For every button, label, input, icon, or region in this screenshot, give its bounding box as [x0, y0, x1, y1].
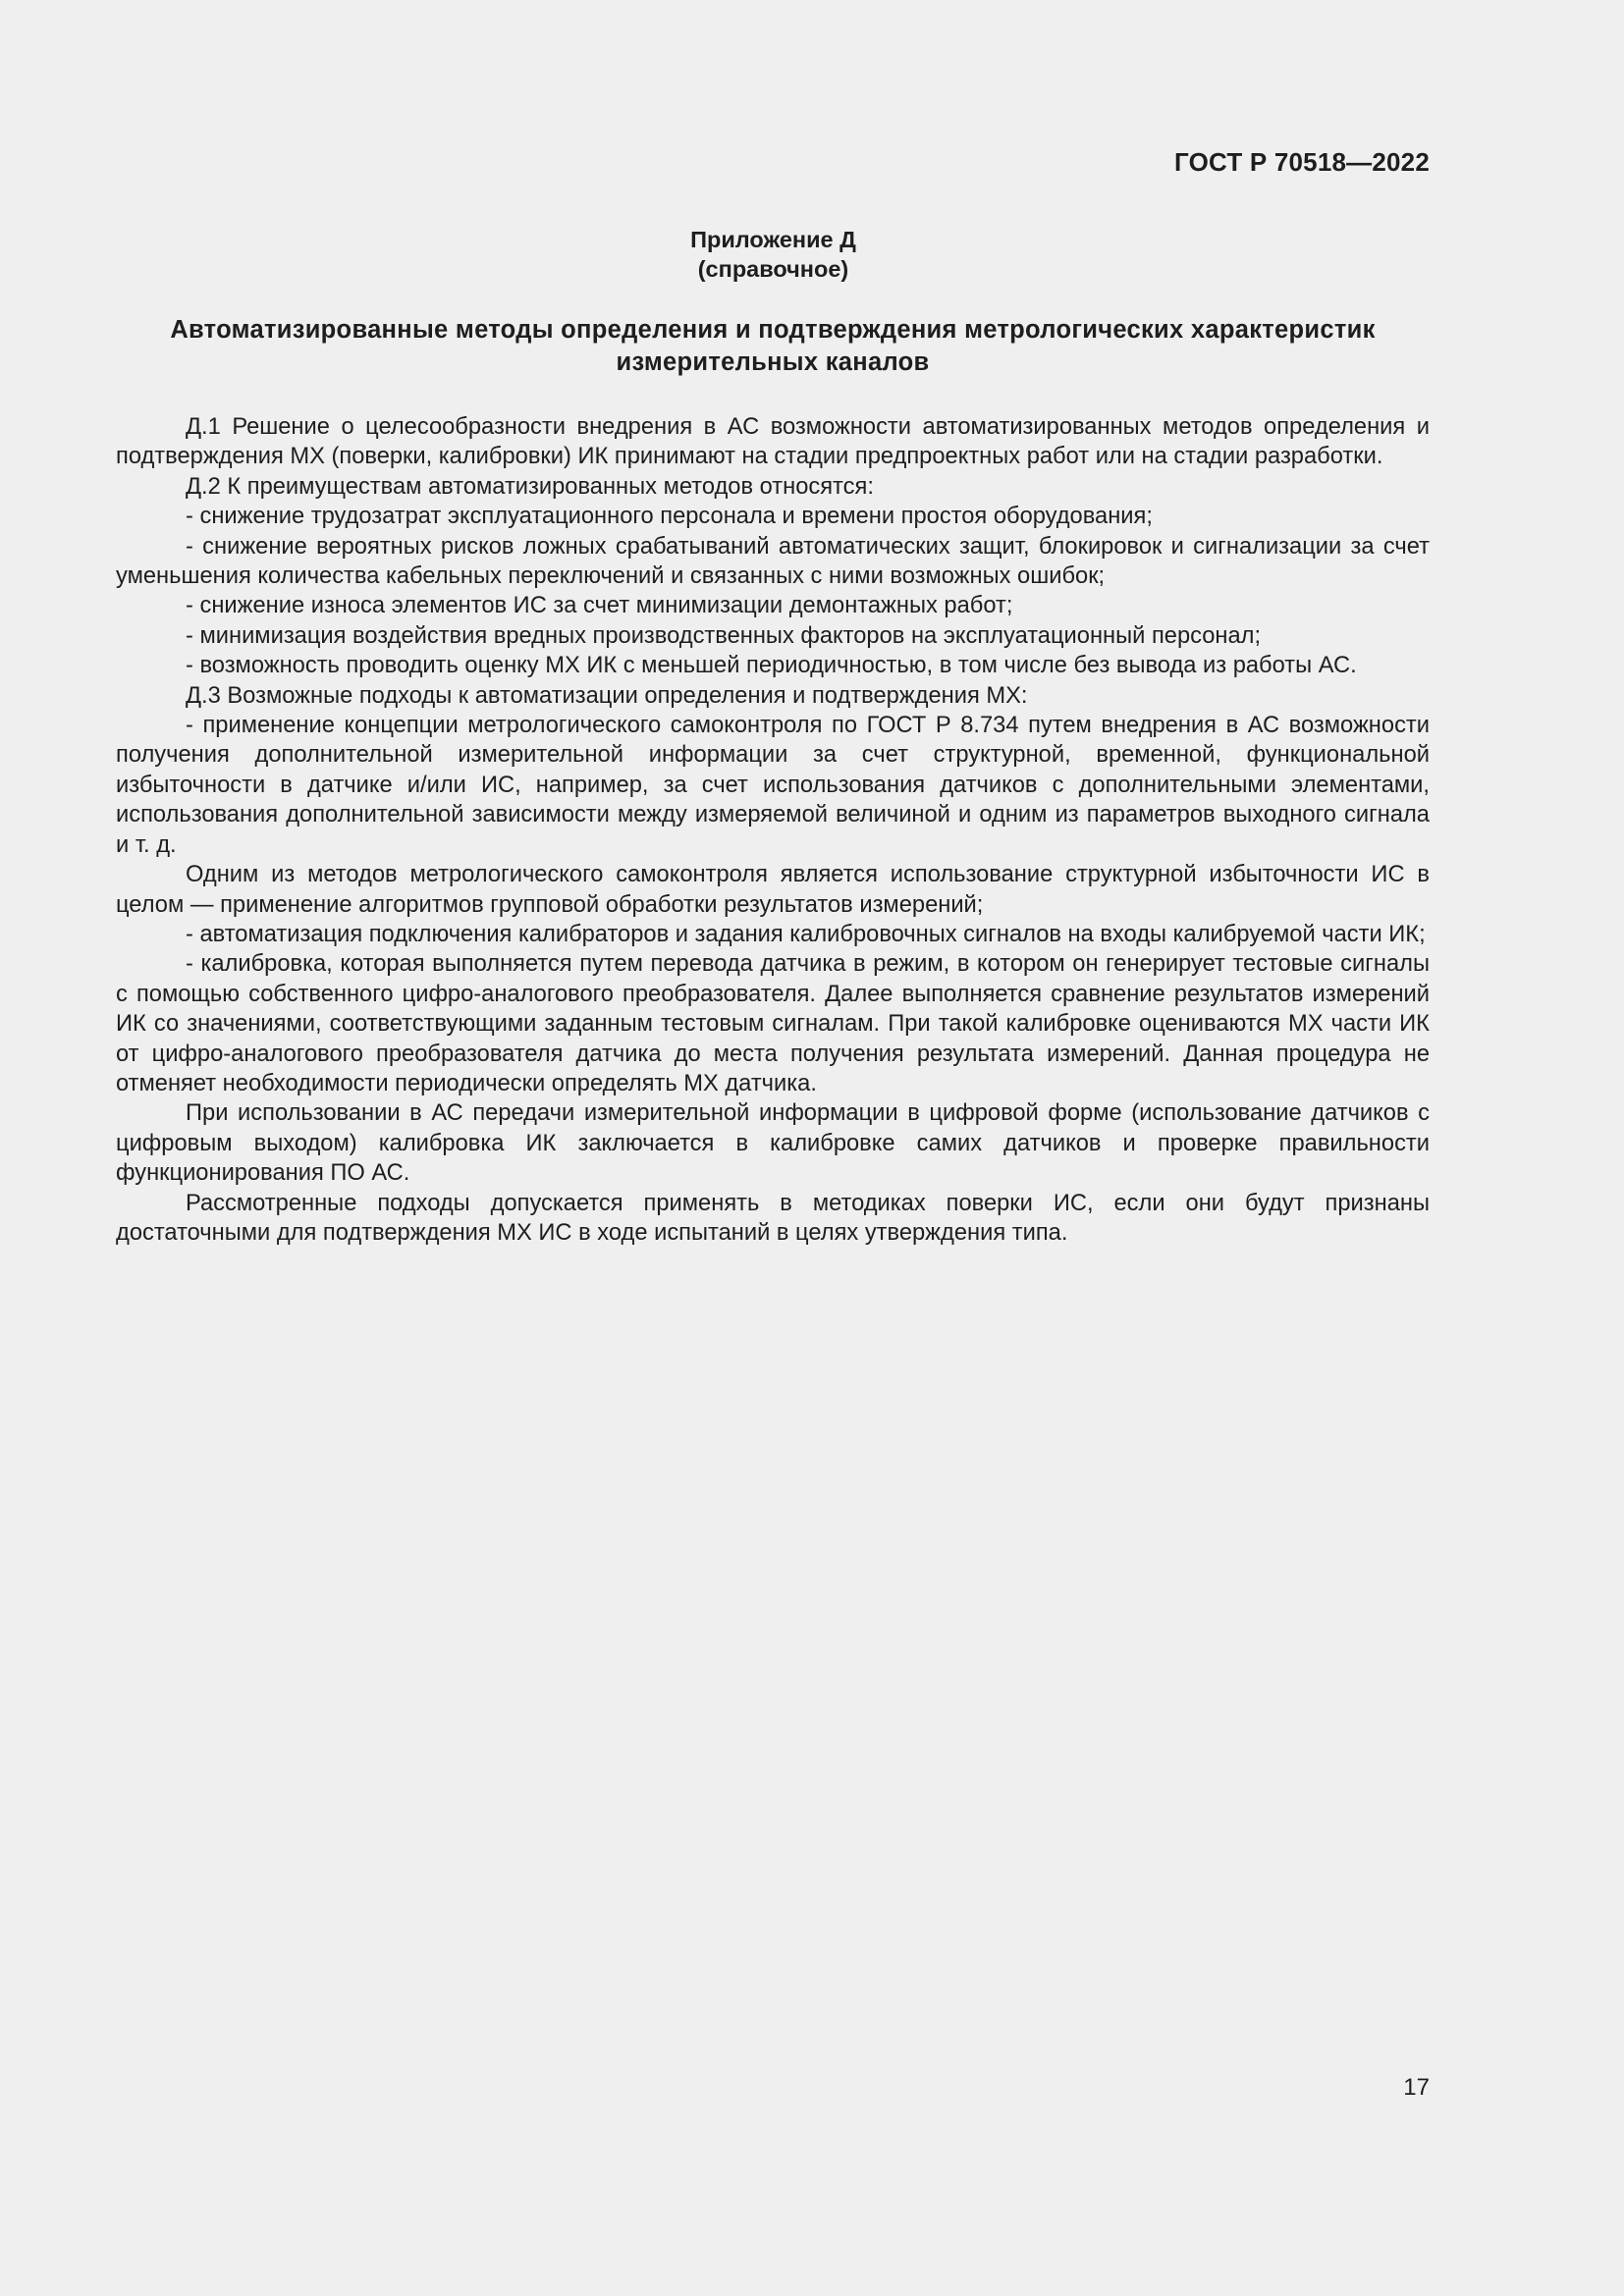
paragraph: Д.2 К преимуществам автоматизированных методов относятся:: [186, 473, 874, 500]
paragraph: Рассмотренные подходы допускается применять в методиках поверки ИС, если они будут признаны достаточными для подтверждения МХ ИС в ходе испытаний в целях утверждения типа.: [116, 1190, 1430, 1246]
appendix-label: Приложение Д: [690, 227, 856, 252]
list-item: - калибровка, которая выполняется путем перевода датчика в режим, в котором он генерирует тестовые сигналы с помощью собственного цифро-аналогового преобразователя. Далее выполняется сравнение результатов измерений ИК со значениями, соответствующими заданным тестовым сигналам. При такой калибровке оцениваются МХ части ИК от цифро-аналогового преобразователя датчика до места получения результата измерений. Данная процедура не отменяет необходимости периодически определять МХ датчика.: [116, 951, 1430, 1096]
list-item: - возможность проводить оценку МХ ИК с меньшей периодичностью, в том числе без вывода из работы АС.: [186, 653, 1357, 679]
list-item: - применение концепции метрологического самоконтроля по ГОСТ Р 8.734 путем внедрения в АС возможности получения дополнительной измерительной информации за счет структурной, временной, функциональной избыточности в датчике и/или ИС, например, за счет использования датчиков с дополнительными элементами, использования дополнительной зависимости между измеряемой величиной и одним из параметров выходного сигнала и т. д.: [116, 713, 1430, 858]
document-header: [1174, 147, 1430, 178]
paragraph: Д.1 Решение о целесообразности внедрения в АС возможности автоматизированных методов определения и подтверждения МХ (поверки, калибровки) ИК принимают на стадии предпроектных работ или на стадии разработки.: [116, 414, 1430, 470]
list-item: - снижение износа элементов ИС за счет минимизации демонтажных работ;: [186, 593, 1013, 619]
standard-id: ГОСТ Р 70518—2022: [1174, 147, 1430, 177]
appendix-heading: [0, 225, 1546, 284]
list-item: - снижение трудозатрат эксплуатационного персонала и времени простоя оборудования;: [186, 504, 1153, 530]
paragraph: При использовании в АС передачи измерительной информации в цифровой форме (использование датчиков с цифровым выходом) калибровка ИК заключается в калибровке самих датчиков и проверке правильности функционирования ПО АС.: [116, 1100, 1430, 1187]
list-item: - снижение вероятных рисков ложных срабатываний автоматических защит, блокировок и сигнализации за счет уменьшения количества кабельных переключений и связанных с ними возможных ошибок;: [116, 533, 1430, 590]
page-number: 17: [1403, 2074, 1430, 2101]
paragraph: Одним из методов метрологического самоконтроля является использование структурной избыточности ИС в целом — применение алгоритмов групповой обработки результатов измерений;: [116, 862, 1430, 918]
list-item: - автоматизация подключения калибраторов и задания калибровочных сигналов на входы калибруемой части ИК;: [186, 921, 1426, 947]
paragraph: Д.3 Возможные подходы к автоматизации определения и подтверждения МХ:: [186, 682, 1028, 709]
section-title: Автоматизированные методы определения и подтверждения метрологических характеристик измерительных каналов: [170, 316, 1376, 376]
body-text: [116, 412, 1430, 1248]
appendix-type: (справочное): [697, 256, 849, 282]
list-item: - минимизация воздействия вредных производственных факторов на эксплуатационный персонал;: [186, 622, 1262, 649]
